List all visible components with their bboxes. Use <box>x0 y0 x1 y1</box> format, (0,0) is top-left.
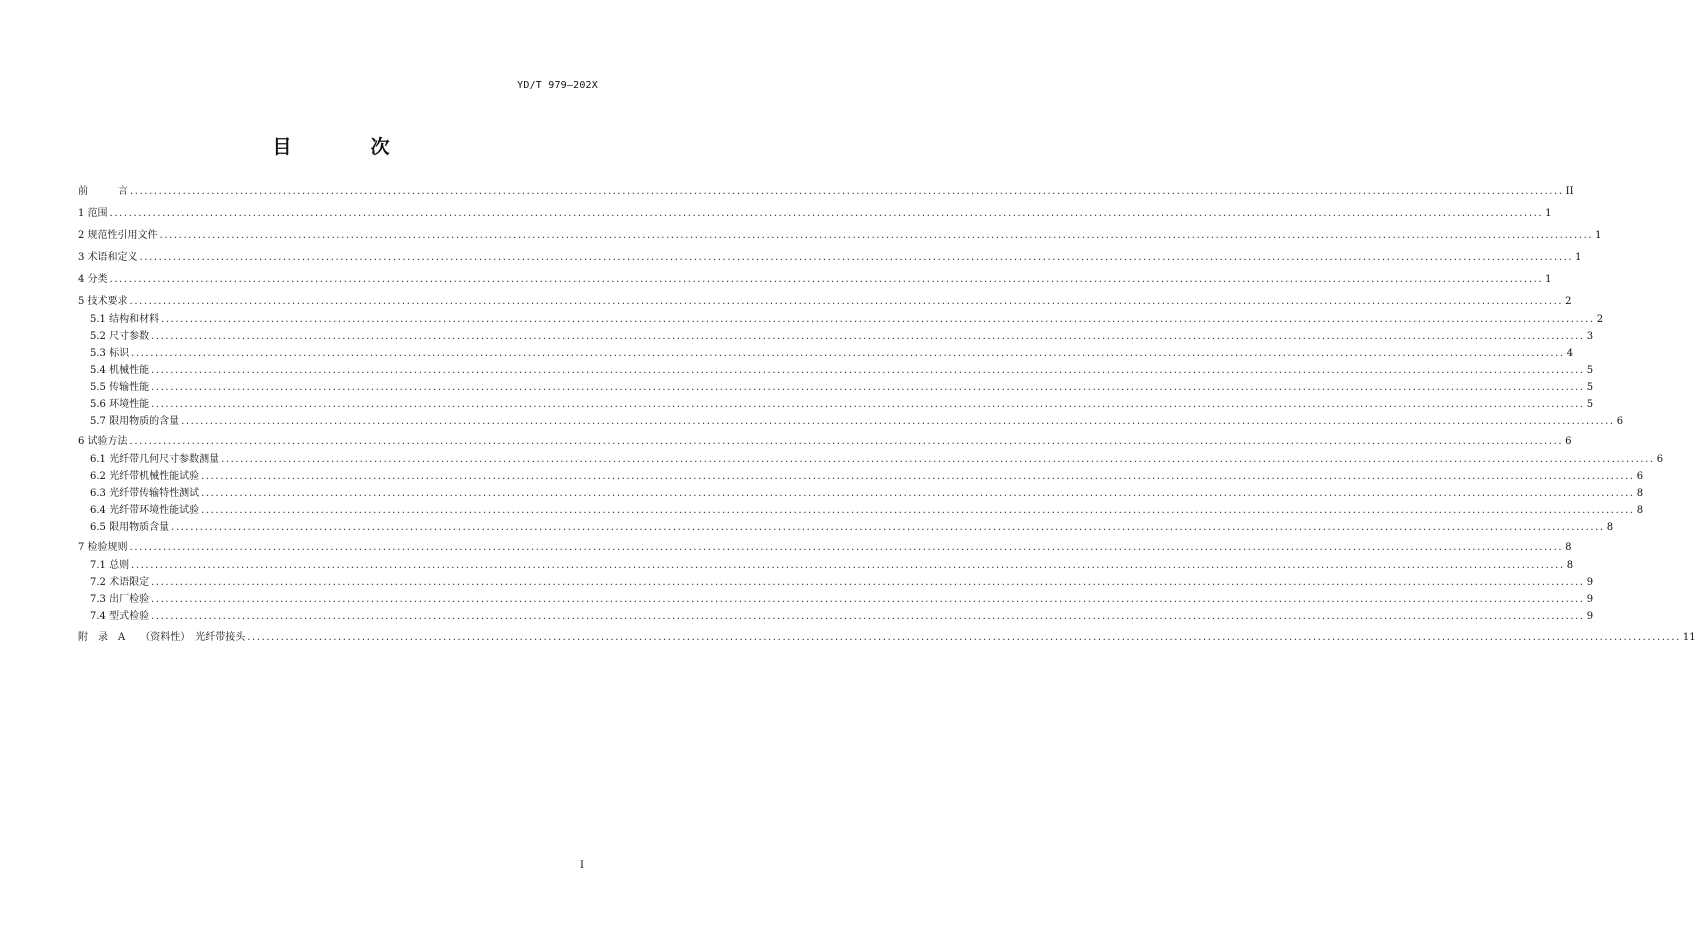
toc-entry-label: 3 术语和定义 <box>78 252 138 263</box>
toc-entry-page: 2 <box>1596 314 1604 325</box>
toc-entry-page: II <box>1565 186 1574 197</box>
toc-entry-label: 5.5 传输性能 <box>90 382 150 393</box>
dot-leader: ............................................................................................................................................................................................................................................................................................................ <box>151 611 1585 622</box>
toc-entry-page: 9 <box>1586 594 1594 605</box>
toc-entry[interactable] <box>78 432 1572 448</box>
toc-entry[interactable] <box>90 501 1644 517</box>
toc-entry-page: 2 <box>1565 296 1572 307</box>
toc-entry[interactable] <box>90 395 1594 411</box>
dot-leader: ............................................................................................................................................................................................................................................................................................................ <box>131 348 1565 359</box>
toc-entry-page: 1 <box>1575 252 1582 263</box>
toc-entry-label: 1 范围 <box>78 208 108 219</box>
document-code: YD/T 979—202X <box>517 80 598 91</box>
dot-leader: ............................................................................................................................................................................................................................................................................................................ <box>139 252 1574 263</box>
toc-entry-label: 4 分类 <box>78 274 108 285</box>
toc-entry-page: 9 <box>1586 611 1594 622</box>
toc-entry-page: 6 <box>1565 436 1572 447</box>
dot-leader: ............................................................................................................................................................................................................................................................................................................ <box>151 382 1585 393</box>
toc-entry-page: 6 <box>1616 416 1624 427</box>
dot-leader: ............................................................................................................................................................................................................................................................................................................ <box>151 594 1585 605</box>
dot-leader: ............................................................................................................................................................................................................................................................................................................ <box>131 560 1565 571</box>
dot-leader: ............................................................................................................................................................................................................................................................................................................ <box>109 274 1544 285</box>
toc-entry-page: 11 <box>1682 632 1696 643</box>
toc-entry-label: 5 技术要求 <box>78 296 128 307</box>
toc-entry[interactable] <box>78 270 1552 286</box>
toc-entry[interactable] <box>78 204 1552 220</box>
toc-entry-page: 9 <box>1586 577 1594 588</box>
dot-leader: ............................................................................................................................................................................................................................................................................................................ <box>247 632 1681 643</box>
toc-entry-page: 8 <box>1606 522 1614 533</box>
toc-entry[interactable] <box>78 628 1696 644</box>
dot-leader: ............................................................................................................................................................................................................................................................................................................ <box>129 436 1564 447</box>
toc-entry-label: 6.3 光纤带传输特性测试 <box>90 488 200 499</box>
toc-entry-label: 5.2 尺寸参数 <box>90 331 150 342</box>
toc-entry-label: 7.1 总则 <box>90 560 130 571</box>
toc-title: 目 次 <box>272 136 420 158</box>
dot-leader: ............................................................................................................................................................................................................................................................................................................ <box>161 314 1595 325</box>
dot-leader: ............................................................................................................................................................................................................................................................................................................ <box>159 230 1594 241</box>
toc-entry-label: 2 规范性引用文件 <box>78 230 158 241</box>
toc-entry[interactable] <box>78 538 1572 554</box>
toc-entry-page: 1 <box>1595 230 1602 241</box>
toc-entry-label: 5.7 限用物质的含量 <box>90 416 180 427</box>
dot-leader: ............................................................................................................................................................................................................................................................................................................ <box>151 577 1585 588</box>
toc-entry-page: 8 <box>1566 560 1574 571</box>
toc-entry[interactable] <box>90 573 1594 589</box>
dot-leader: ............................................................................................................................................................................................................................................................................................................ <box>109 208 1544 219</box>
toc-entry-page: 5 <box>1586 382 1594 393</box>
toc-entry[interactable] <box>90 518 1614 534</box>
toc-entry[interactable] <box>90 590 1594 606</box>
toc-entry-page: 3 <box>1586 331 1594 342</box>
toc-entry[interactable] <box>90 450 1664 466</box>
toc-entry-label: 6 试验方法 <box>78 436 128 447</box>
page-number: I <box>580 860 584 871</box>
toc-entry-label: 5.6 环境性能 <box>90 399 150 410</box>
toc-entry[interactable] <box>90 467 1644 483</box>
toc-entry-page: 8 <box>1636 488 1644 499</box>
toc-entry[interactable] <box>78 226 1602 242</box>
toc-entry-page: 6 <box>1636 471 1644 482</box>
dot-leader: ............................................................................................................................................................................................................................................................................................................ <box>130 186 1564 197</box>
toc-entry-label: 7 检验规则 <box>78 542 128 553</box>
toc-entry[interactable] <box>78 248 1582 264</box>
toc-entry-page: 5 <box>1586 365 1594 376</box>
toc-entry-label: 7.2 术语限定 <box>90 577 150 588</box>
toc-entry-label: 6.5 限用物质含量 <box>90 522 170 533</box>
toc-entry-label: 5.4 机械性能 <box>90 365 150 376</box>
toc-entry[interactable] <box>90 327 1594 343</box>
toc-entry-page: 5 <box>1586 399 1594 410</box>
dot-leader: ............................................................................................................................................................................................................................................................................................................ <box>201 505 1635 516</box>
toc-entry-label: 7.4 型式检验 <box>90 611 150 622</box>
toc-entry-page: 1 <box>1545 208 1552 219</box>
toc-entry-label: 6.2 光纤带机械性能试验 <box>90 471 200 482</box>
toc-entry[interactable] <box>78 292 1572 308</box>
toc-entry[interactable] <box>90 361 1594 377</box>
dot-leader: ............................................................................................................................................................................................................................................................................................................ <box>151 365 1585 376</box>
dot-leader: ............................................................................................................................................................................................................................................................................................................ <box>201 488 1635 499</box>
toc-entry-label: 前 言 <box>78 186 128 197</box>
toc-entry-label: 7.3 出厂检验 <box>90 594 150 605</box>
toc-entry[interactable] <box>90 607 1594 623</box>
toc-entry-page: 8 <box>1565 542 1572 553</box>
toc-entry-page: 4 <box>1566 348 1574 359</box>
toc-entry-page: 6 <box>1656 454 1664 465</box>
dot-leader: ............................................................................................................................................................................................................................................................................................................ <box>201 471 1635 482</box>
toc-entry[interactable] <box>90 412 1624 428</box>
toc-entry[interactable] <box>78 182 1574 198</box>
dot-leader: ............................................................................................................................................................................................................................................................................................................ <box>129 296 1564 307</box>
dot-leader: ............................................................................................................................................................................................................................................................................................................ <box>181 416 1615 427</box>
toc-entry-label: 6.4 光纤带环境性能试验 <box>90 505 200 516</box>
dot-leader: ............................................................................................................................................................................................................................................................................................................ <box>171 522 1605 533</box>
dot-leader: ............................................................................................................................................................................................................................................................................................................ <box>129 542 1564 553</box>
dot-leader: ............................................................................................................................................................................................................................................................................................................ <box>221 454 1655 465</box>
dot-leader: ............................................................................................................................................................................................................................................................................................................ <box>151 399 1585 410</box>
toc-entry-label: 6.1 光纤带几何尺寸参数测量 <box>90 454 220 465</box>
dot-leader: ............................................................................................................................................................................................................................................................................................................ <box>151 331 1585 342</box>
toc-entry-page: 8 <box>1636 505 1644 516</box>
toc-entry-page: 1 <box>1545 274 1552 285</box>
toc-entry[interactable] <box>90 378 1594 394</box>
toc-entry[interactable] <box>90 344 1574 360</box>
toc-entry-label: 5.3 标识 <box>90 348 130 359</box>
toc-entry[interactable] <box>90 484 1644 500</box>
toc-entry-label: 附 录 A （资料性） 光纤带接头 <box>78 632 246 643</box>
toc-entry-label: 5.1 结构和材料 <box>90 314 160 325</box>
toc-entry[interactable] <box>90 556 1574 572</box>
toc-entry[interactable] <box>90 310 1604 326</box>
